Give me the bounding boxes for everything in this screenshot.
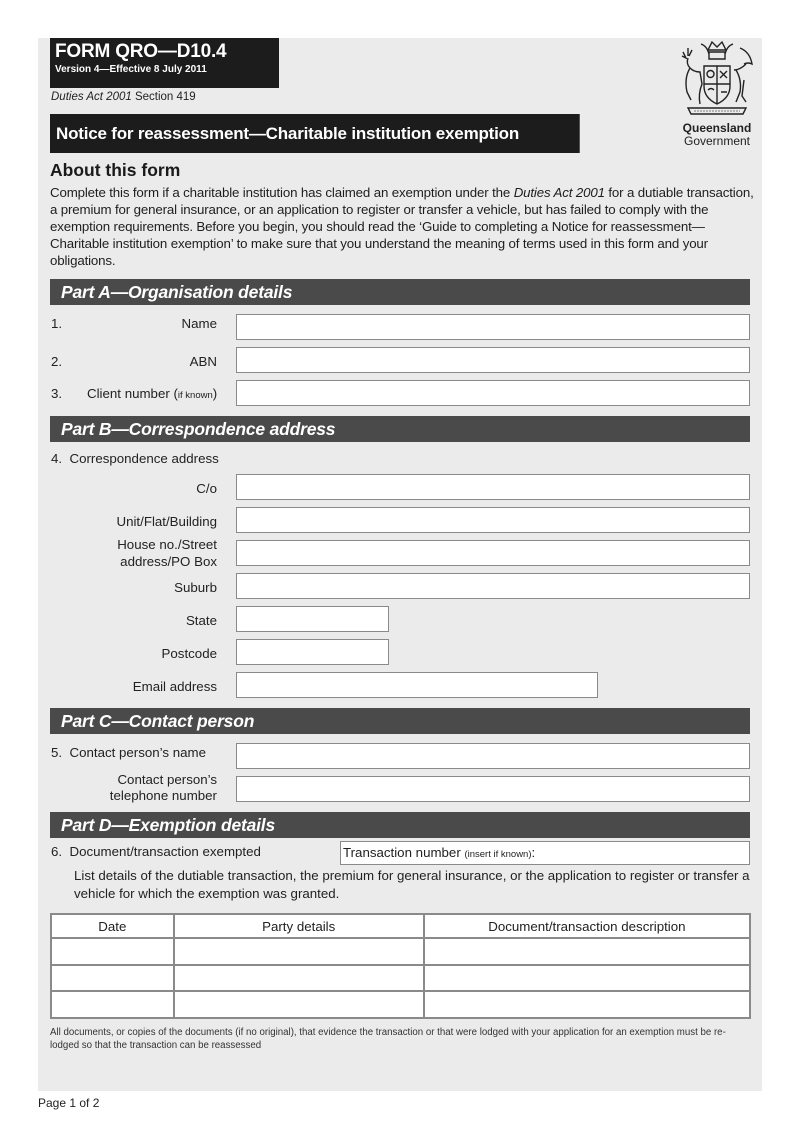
question-number-3: 3. [51,386,63,401]
contact-name-label: 5. Contact person’s name [51,745,206,760]
exemption-details-table [50,913,751,1019]
table-row [51,991,750,1018]
document-exempted-question: 6. Document/transaction exempted [51,844,261,859]
contact-phone-label-line1: Contact person’s [117,772,217,787]
description-cell[interactable] [424,938,750,965]
client-number-label-end: ) [212,386,218,401]
relodge-note: All documents, or copies of the documents (if no original), that evidence the transaction or that were lodged with your application for an exemption must be re-lodged so that the transaction can be reassessed [50,1027,726,1051]
transaction-number-label: Transaction number [343,845,465,860]
client-number-label-text: Client number ( [87,386,178,401]
table-header-row [51,914,750,938]
section-header-part-b: Part B—Correspondence address [50,416,750,442]
care-of-label: C/o [196,481,217,496]
state-input[interactable] [236,606,389,632]
logo-government: Government [683,134,751,148]
unit-flat-building-label: Unit/Flat/Building [116,514,217,529]
about-act-name: Duties Act 2001 [513,185,605,200]
suburb-label: Suburb [174,580,217,595]
party-details-cell[interactable] [174,965,424,992]
exemption-instructions: List details of the dutiable transaction, the premium for general insurance, or the application to register or transfer a vehicle for which the exemption was granted. [74,868,750,901]
client-number-input[interactable] [236,380,750,406]
party-details-cell[interactable] [174,938,424,965]
street-address-label-line2: address/PO Box [120,554,217,569]
question-number-2: 2. [51,354,63,369]
about-text-1: Complete this form if a charitable institution has claimed an exemption under the [50,185,514,200]
street-address-label-line1: House no./Street [117,537,217,552]
table-row [51,965,750,992]
description-cell[interactable] [424,965,750,992]
logo-queensland: Queensland [682,121,752,135]
act-name: Duties Act 2001 [51,91,132,103]
date-cell[interactable] [51,991,174,1018]
coat-of-arms-icon [674,38,760,120]
column-header-description: Document/transaction description [424,914,750,938]
unit-flat-building-input[interactable] [236,507,750,533]
street-address-input[interactable] [236,540,750,566]
state-label: State [185,613,217,628]
transaction-number-input[interactable] [340,841,750,865]
suburb-input[interactable] [236,573,750,599]
contact-name-input[interactable] [236,743,750,769]
table-row [51,938,750,965]
date-cell[interactable] [51,965,174,992]
act-section: Section 419 [131,91,196,103]
contact-phone-input[interactable] [236,776,750,802]
email-address-input[interactable] [236,672,598,698]
contact-phone-label-line2: telephone number [109,788,217,803]
form-id-block [50,38,279,88]
form-code: FORM QRO—D10.4 [55,41,227,62]
column-header-party-details: Party details [174,914,424,938]
abn-input[interactable] [236,347,750,373]
postcode-input[interactable] [236,639,389,665]
transaction-number-colon: : [531,845,536,860]
description-cell[interactable] [424,991,750,1018]
about-paragraph [50,184,755,269]
email-address-label: Email address [132,679,217,694]
form-title: Notice for reassessment—Charitable institution exemption [50,114,580,153]
organisation-name-input[interactable] [236,314,750,340]
care-of-input[interactable] [236,474,750,500]
client-number-label [87,386,217,404]
question-number-1: 1. [51,316,63,331]
column-header-date: Date [51,914,174,938]
correspondence-address-question: 4. Correspondence address [51,451,219,466]
postcode-label: Postcode [161,646,217,661]
act-reference [51,91,196,103]
name-label: Name [181,316,217,331]
date-cell[interactable] [51,938,174,965]
section-header-part-d: Part D—Exemption details [50,812,750,838]
about-heading: About this form [50,160,181,180]
abn-label: ABN [189,354,217,369]
section-header-part-a: Part A—Organisation details [50,279,750,305]
section-header-part-c: Part C—Contact person [50,708,750,734]
page-number: Page 1 of 2 [38,1096,100,1110]
transaction-number-hint: (insert if known) [464,849,532,860]
form-version: Version 4—Effective 8 July 2011 [55,64,207,75]
party-details-cell[interactable] [174,991,424,1018]
queensland-government-logo [672,38,762,148]
client-number-hint: if known [177,390,213,401]
about-text-2: for a dutiable transaction, a premium for general insurance, or an application to register or transfer a vehicle, but has failed to comply with the exemption requirements. Before you begin, you should read the ‘Guide to completing a Notice for reassessment—Charitable institution exemption’ to make sure that you understand the meaning of terms used in this form and your obligations. [50,185,754,268]
